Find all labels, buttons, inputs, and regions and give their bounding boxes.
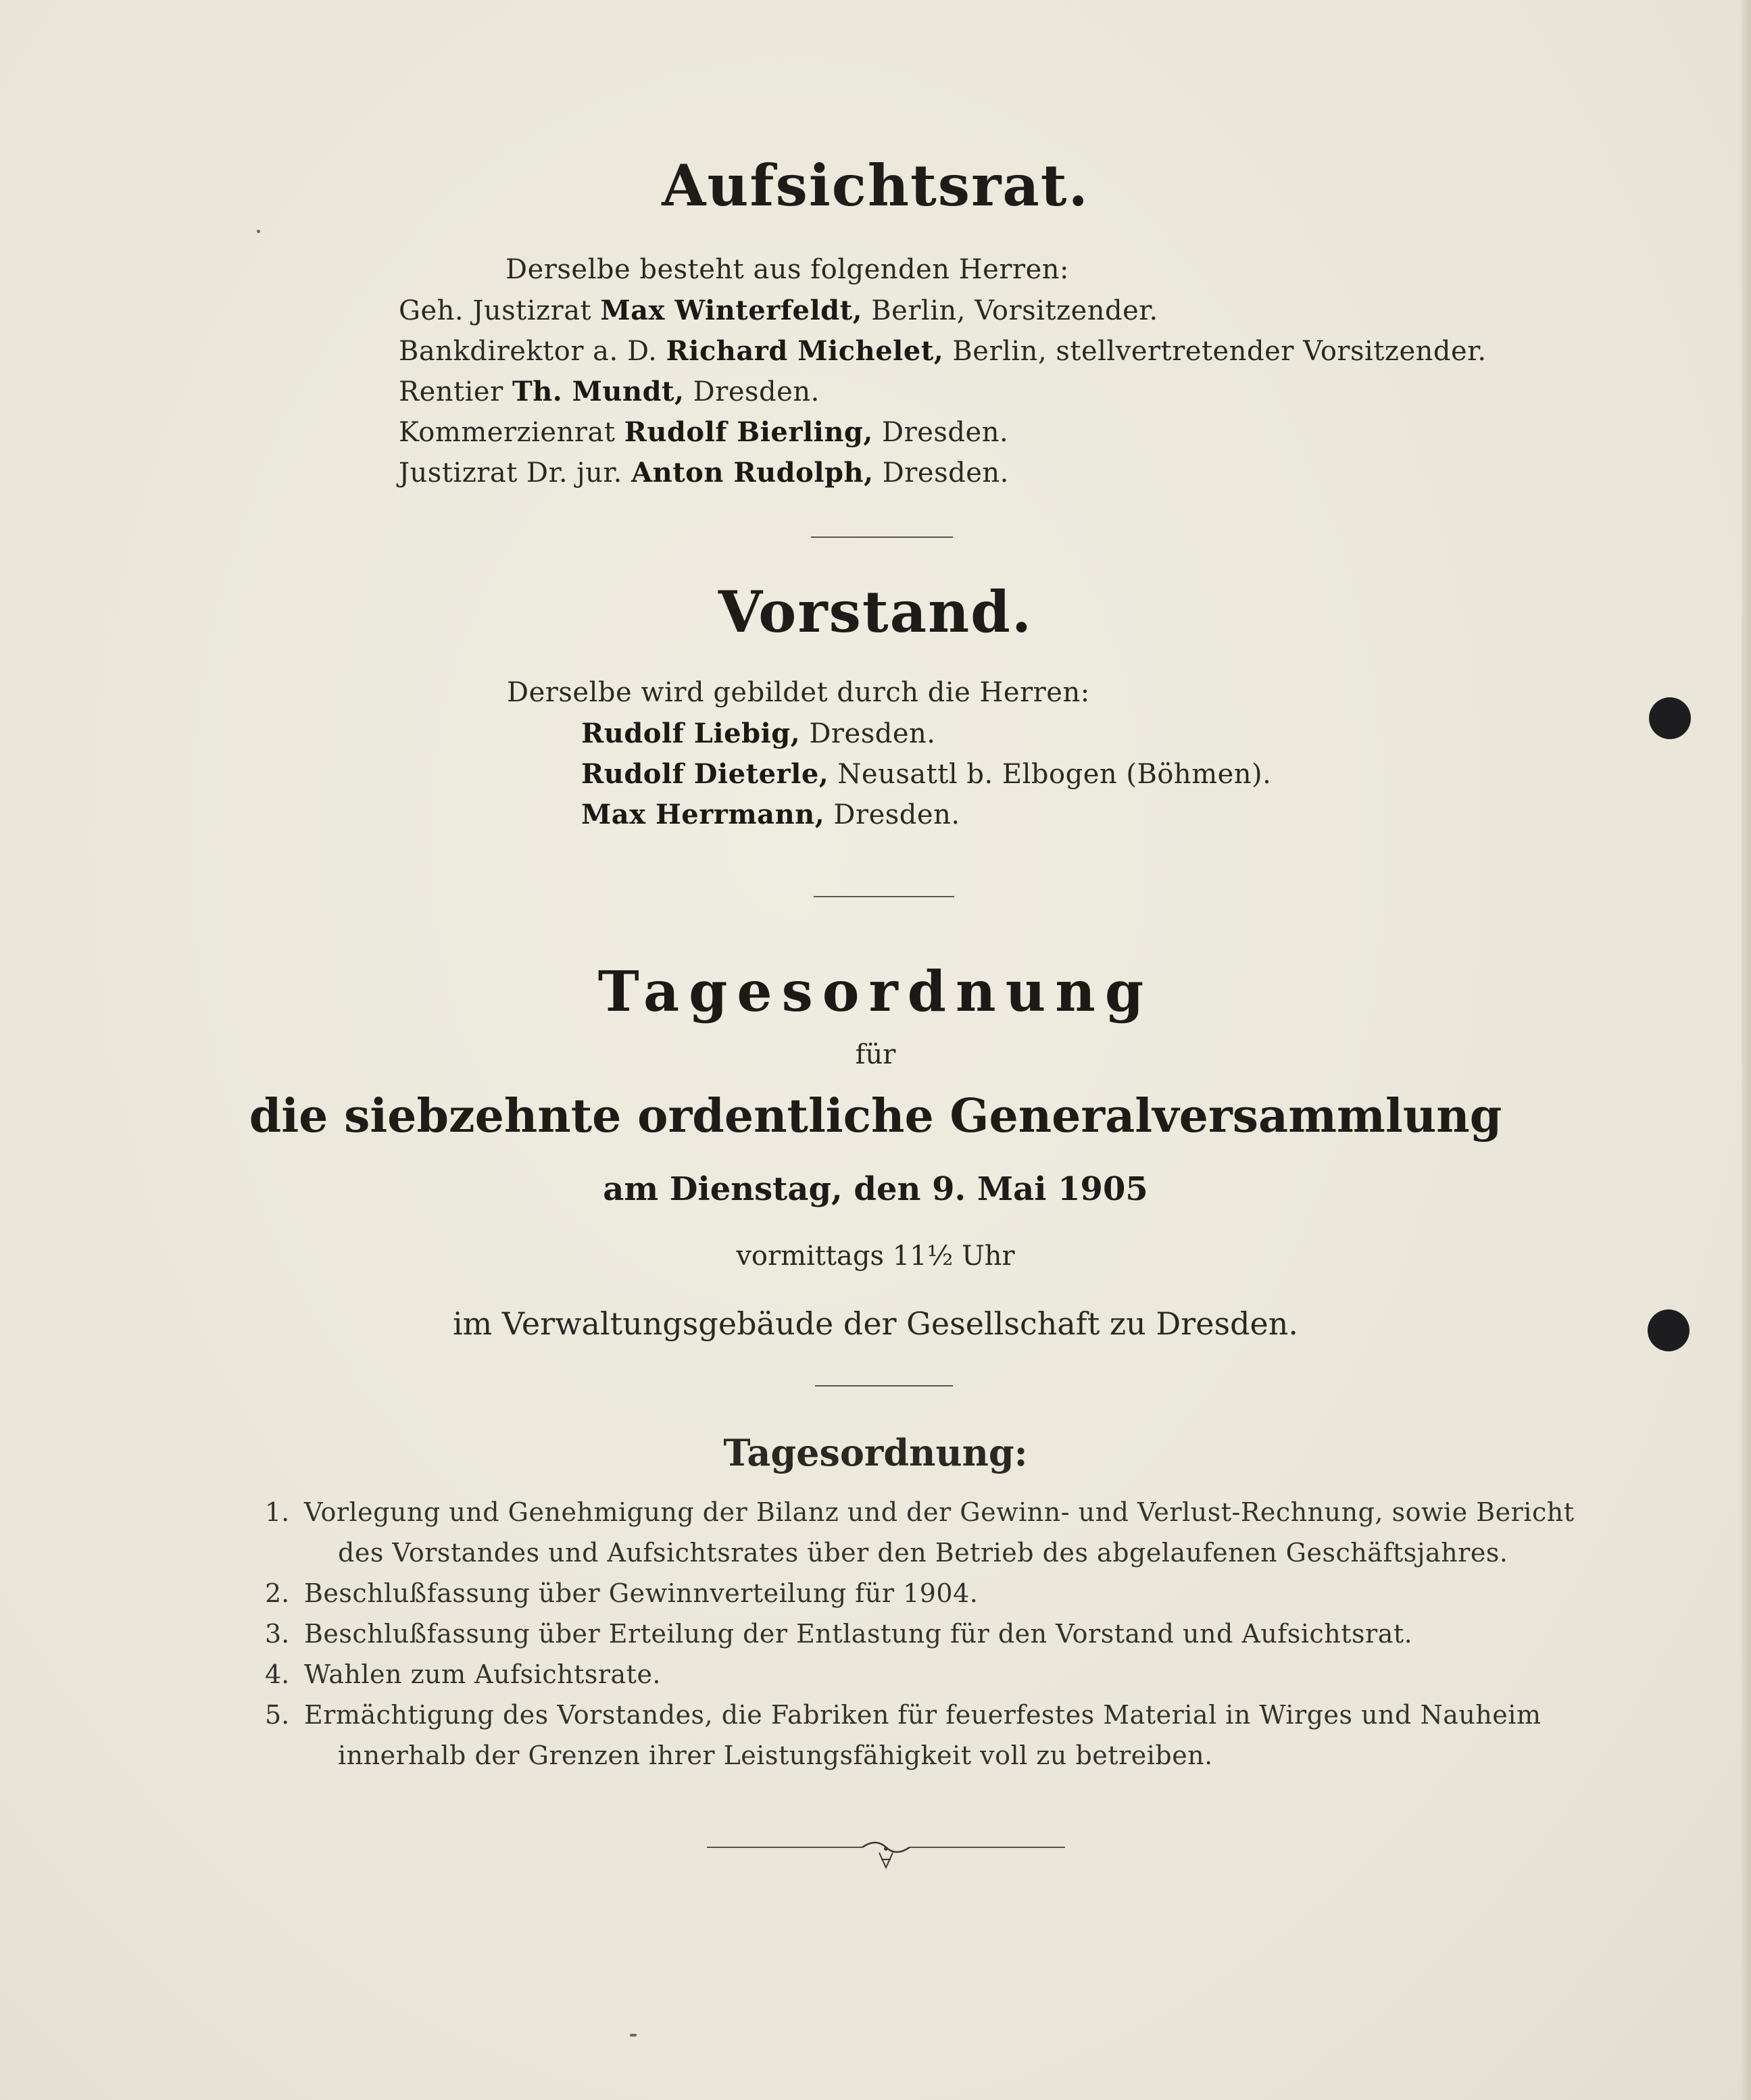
vorstand-member [581, 758, 1271, 790]
meeting-subtitle: die siebzehnte ordentliche Generalversammlung [249, 1089, 1502, 1143]
member-title: Rentier [399, 376, 512, 407]
member-name: Rudolf Dieterle, [581, 758, 829, 790]
ornament-divider-icon [707, 1832, 1065, 1880]
agenda-item-line: Wahlen zum Aufsichtsrate. [304, 1659, 662, 1689]
agenda-item-line: des Vorstandes und Aufsichtsrates über den Betrieb des abgelaufenen Geschäftsjahres. [338, 1538, 1508, 1568]
meeting-place: im Verwaltungsgebäude der Gesellschaft zu Dresden. [452, 1305, 1299, 1342]
member-role: Berlin, stellvertretender Vorsitzender. [943, 336, 1487, 367]
member-name: Rudolf Bierling, [624, 416, 873, 448]
member-role: Dresden. [872, 417, 1009, 448]
paper-speck [630, 2034, 637, 2036]
vorstand-member [581, 718, 936, 749]
punch-hole-top [1649, 697, 1691, 739]
divider [815, 1385, 953, 1386]
agenda-item-line: innerhalb der Grenzen ihrer Leistungsfähigkeit voll zu betreiben. [338, 1741, 1213, 1770]
member-title: Justizrat Dr. jur. [399, 457, 632, 489]
member-name: Max Herrmann, [581, 799, 825, 830]
member-name: Rudolf Liebig, [581, 718, 801, 749]
vorstand-intro: Derselbe wird gebildet durch die Herren: [507, 677, 1090, 708]
agenda-item-number: 1. [265, 1497, 290, 1527]
member-title: Kommerzienrat [399, 417, 624, 448]
vorstand-member [581, 799, 960, 830]
member-role: Dresden. [873, 457, 1009, 489]
member-title: Bankdirektor a. D. [399, 336, 666, 367]
vorstand-heading: Vorstand. [718, 578, 1033, 645]
agenda-item-line: Vorlegung und Genehmigung der Bilanz und der Gewinn- und Verlust-Rechnung, sowie Bericht [304, 1497, 1575, 1527]
member-location: Dresden. [800, 718, 936, 749]
agenda-item-number: 2. [265, 1578, 290, 1608]
aufsichtsrat-member [399, 416, 1008, 448]
agenda-item-line: Ermächtigung des Vorstandes, die Fabriken für feuerfestes Material in Wirges und Nauheim [304, 1700, 1542, 1730]
aufsichtsrat-member [399, 335, 1487, 367]
aufsichtsrat-intro: Derselbe besteht aus folgenden Herren: [505, 254, 1069, 285]
agenda-item-number: 5. [265, 1700, 290, 1730]
agenda-item-number: 3. [265, 1619, 290, 1649]
member-name: Richard Michelet, [666, 335, 944, 367]
aufsichtsrat-heading: Aufsichtsrat. [662, 152, 1089, 219]
member-name: Th. Mundt, [512, 376, 685, 407]
member-location: Neusattl b. Elbogen (Böhmen). [829, 759, 1272, 790]
member-title: Geh. Justizrat [399, 295, 601, 326]
aufsichtsrat-member [399, 295, 1158, 326]
agenda-heading: Tagesordnung: [723, 1431, 1028, 1474]
member-name: Anton Rudolph, [631, 457, 874, 489]
meeting-title: Tagesordnung [597, 959, 1154, 1024]
member-role: Berlin, Vorsitzender. [862, 295, 1158, 326]
member-name: Max Winterfeldt, [600, 295, 863, 326]
divider [811, 536, 953, 538]
agenda-item-line: Beschlußfassung über Gewinnverteilung für 1904. [304, 1578, 979, 1608]
member-role: Dresden. [684, 376, 820, 407]
divider [814, 896, 954, 897]
agenda-item-line: Beschlußfassung über Erteilung der Entlastung für den Vorstand und Aufsichtsrat. [304, 1619, 1413, 1649]
agenda-item-number: 4. [265, 1659, 290, 1689]
paper-speck [257, 230, 260, 233]
aufsichtsrat-member [399, 457, 1009, 489]
meeting-time: vormittags 11½ Uhr [736, 1241, 1015, 1272]
meeting-fuer: für [855, 1039, 896, 1070]
meeting-date: am Dienstag, den 9. Mai 1905 [603, 1170, 1148, 1208]
member-location: Dresden. [824, 799, 960, 830]
aufsichtsrat-member [399, 376, 820, 407]
